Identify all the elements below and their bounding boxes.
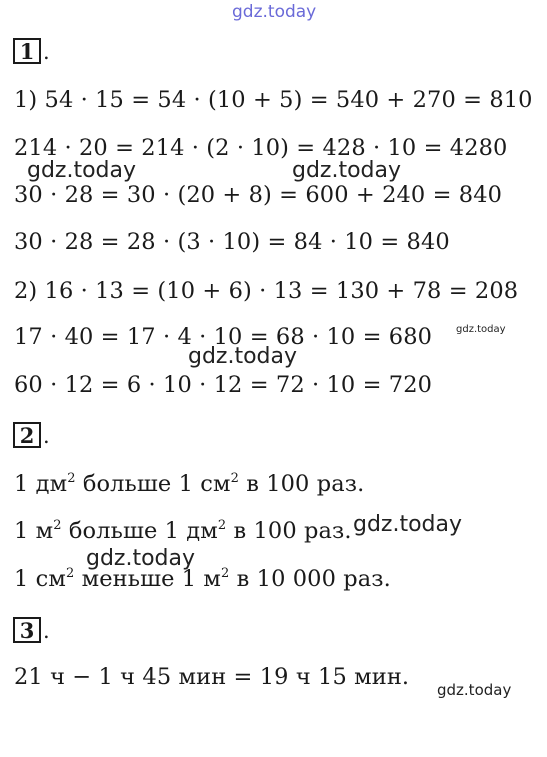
watermark-left-2: gdz.today [86, 546, 196, 571]
task1-line-2: 214 · 20 = 214 · (2 · 10) = 428 · 10 = 4280 [14, 135, 508, 161]
watermark-mid-2: gdz.today [188, 344, 298, 369]
section-dot-3: . [43, 619, 50, 643]
task1-line-4: 30 · 28 = 28 · (3 · 10) = 84 · 10 = 840 [14, 229, 450, 255]
task1-line-6: 17 · 40 = 17 · 4 · 10 = 68 · 10 = 680 [14, 324, 433, 350]
watermark-mid-1: gdz.today [292, 158, 402, 183]
task1-line-7: 60 · 12 = 6 · 10 · 12 = 72 · 10 = 720 [14, 372, 433, 398]
section-dot-2: . [43, 424, 50, 448]
section-number-1: 1 [13, 38, 41, 64]
task3-line-1: 21 ч − 1 ч 45 мин = 19 ч 15 мин. [14, 664, 410, 690]
task2-line-2: 1 $м^2$ больше 1 $дм^2$ в 100 раз. [14, 518, 352, 544]
watermark-top: gdz.today [232, 2, 317, 22]
watermark-small: gdz.today [456, 324, 506, 335]
section-dot-1: . [43, 40, 50, 64]
task2-line-1: 1 $дм^2$ больше 1 $см^2$ в 100 раз. [14, 471, 365, 497]
section-number-3: 3 [13, 617, 41, 643]
task2-line-3: 1 $см^2$ меньше 1 $м^2$ в 10 000 раз. [14, 566, 391, 592]
watermark-right: gdz.today [353, 512, 463, 537]
task1-line-5: 2) 16 · 13 = (10 + 6) · 13 = 130 + 78 = 208 [14, 278, 519, 304]
watermark-bottom: gdz.today [437, 681, 512, 699]
section-number-2: 2 [13, 422, 41, 448]
task1-line-3: 30 · 28 = 30 · (20 + 8) = 600 + 240 = 840 [14, 182, 503, 208]
watermark-left-1: gdz.today [27, 158, 137, 183]
task1-line-1: 1) 54 · 15 = 54 · (10 + 5) = 540 + 270 = 810 [14, 87, 533, 113]
